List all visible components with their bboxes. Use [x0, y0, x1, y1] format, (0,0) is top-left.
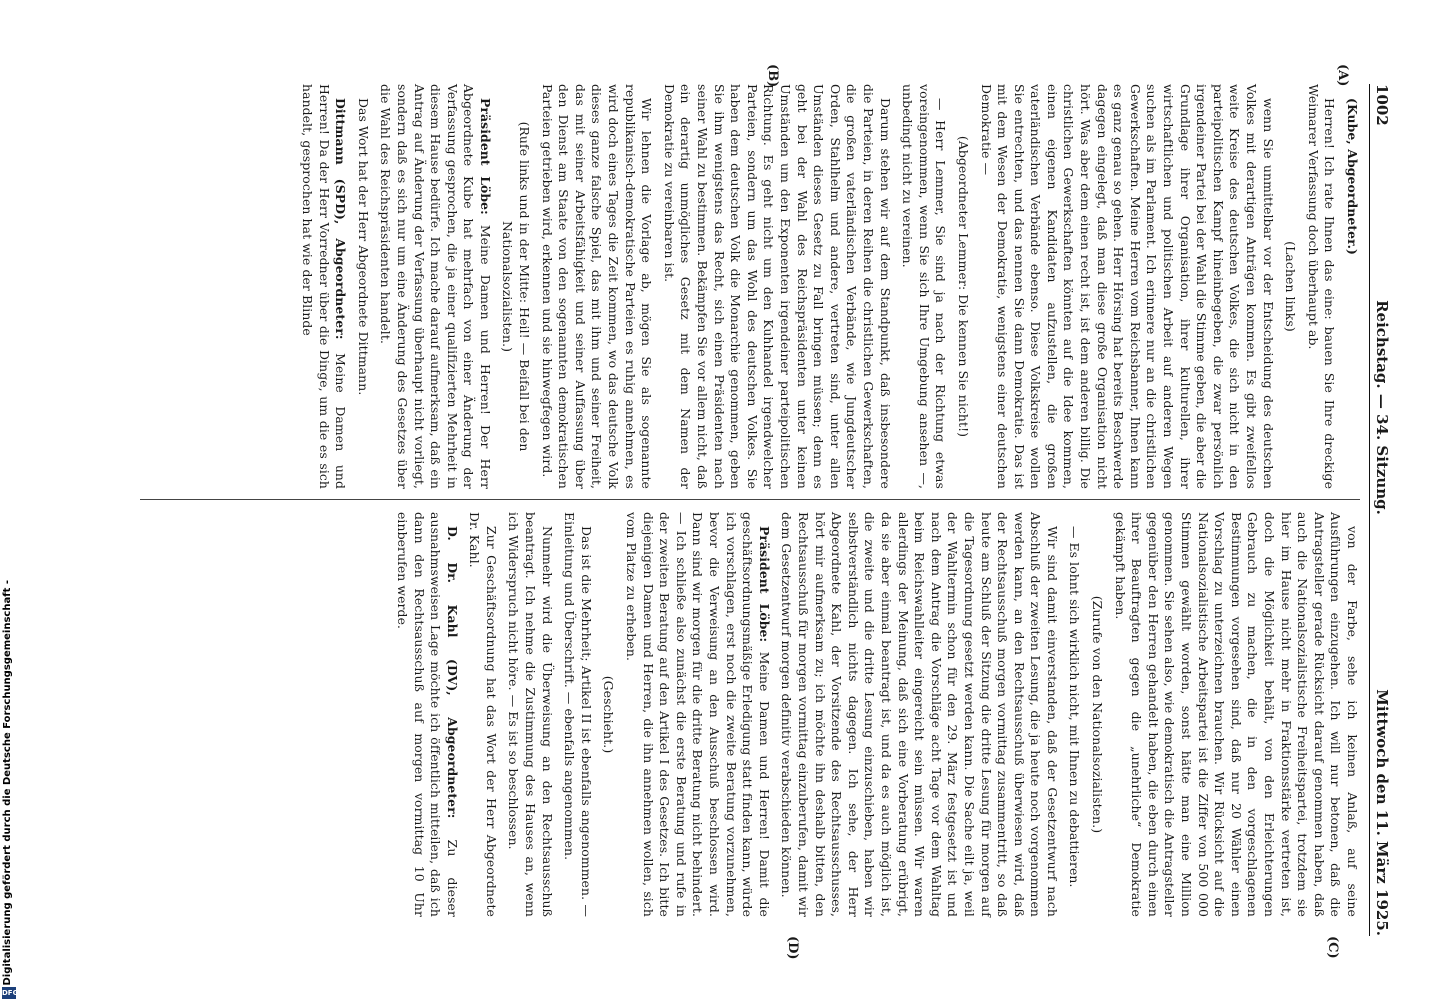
margin-mark-a: (A): [1335, 64, 1350, 87]
column-divider: [140, 499, 1360, 500]
paragraph: [899, 84, 949, 489]
paragraph: [1066, 512, 1083, 917]
paragraph: [354, 84, 371, 489]
margin-mark-c: (C): [1325, 936, 1340, 959]
interjection: (Abgeordneter Lemmer: Die kennen Sie nicht!): [955, 135, 971, 438]
header-date: Mittwoch den 11. März 1925.: [1373, 689, 1391, 936]
digitization-credit-text: Digitalisierung gefördert durch die Deutsche Forschungsgemeinschaft -: [2, 580, 13, 986]
paragraph-text: Das ist die Mehrheit; Artikel II ist ebenfalls angenommen. — Einleitung und Überschrift. — ebenfalls angenommen.: [562, 512, 594, 917]
paragraph: [377, 84, 493, 489]
paragraph-text: von der Farbe, sehe ich keinen Anlaß, auf seine Ausführungen einzugehen. Ich will nur betonen, daß die Antragsteller gerade Rücksicht darauf genommen haben, daß auch die Nationalsozialistische Freiheitspartei, trotzdem sie hier im Hause nicht mehr in Fraktionsstärke vertreten ist, doch die Möglichkeit behält, von den Erleichterungen Gebrauch zu machen, die in den vorgeschlagenen Bestimmungen vorgesehen sind, daß nur 20 Wähler einen Vorschlag zu unterzeichnen brauchen. Wir Rücksicht auf die Nationalsozialistische Arbeitspartei ist die Ziffer von 500 000 Stimmen gewählt worden, sonst hätte man eine Million genommen. Sie sehen also, wie demokratisch die Antragsteller gegenüber den Herren gehandelt haben, die eben durch einen ihrer Beauftragten gegen die „unehrliche“ Demokratie gekämpft haben.: [1112, 512, 1360, 917]
paragraph-text: Meine Damen und Herren! Da der Herr Vorredner über die Dinge, um die es sich handelt, gesprochen hat wie der Blinde: [299, 84, 349, 490]
interjection: (Geschieht.): [601, 675, 617, 754]
paragraph-text: Das Wort hat der Herr Abgeordnete Dittmann.: [355, 98, 371, 396]
paragraph-text: Meine Damen und Herren! Damit die geschäftsordnungsmäßige Erledigung statt finden kann, würde ich vorschlagen, erst noch die zweite Beratung vorzunehmen, bevor die Verweisung an den Ausschuß beschlossen wird. Dann sind wir morgen für die dritte Beratung nicht behindert. — Ich schließe also zunächst die erste Beratung und rufe in der zweiten Beratung auf den Artikel I des Gesetzes. Ich bitte diejenigen Damen und Herren, die ihn annehmen wollen, sich vom Platze zu erheben.: [624, 512, 772, 917]
paragraph: [1343, 84, 1360, 489]
paragraph-text: Zu dieser ausnahmsweisen Lage möchte ich öffentlich mitteilen, daß ich dann den Rechtsausschuß auf morgen vormittag 10 Uhr einberufen werde.: [394, 512, 460, 917]
left-text-column: [292, 84, 1360, 489]
paragraph-text: Darum stehen wir auf dem Standpunkt, daß insbesondere die Parteien, in deren Reihen die christlichen Gewerkschaften, die großen vaterländischen Verbände, wie Jungdeutscher Orden, Stahlhelm und andere, vertreten sind, unter allen Umständen dieses Gesetz zu Fall bringen müssen; denn es geht bei der Wahl des Reichspräsidenten unter keinen Umständen um den Exponenten irgendeiner parteipolitischen Richtung. Es geht nicht um den Kuhhandel irgendwelcher Parteien, sondern um das Wohl des deutschen Volkes. Sie haben dem deutschen Volk die Monarchie genommen, geben Sie ihm wenigstens das Recht, sich einen Präsidenten nach seiner Wahl zu bestimmen. Bekämpfen Sie vor allem nicht, daß ein derartig unmögliches Gesetz mit dem Namen der Demokratie zu vereinbaren ist.: [661, 84, 893, 489]
paragraph: [622, 512, 771, 917]
scanned-page: [100, 60, 1400, 960]
interjection: (Rufe links und in der Mitte: Heil! — Beifall bei den Nationalsozialisten.): [500, 121, 533, 452]
paragraph-text: Wir lehnen die Vorlage ab, mögen Sie als sogenannte republikanisch-demokratische Parteien es ruhig annehmen, es wird doch eines Tages die Zeit kommen, wo das deutsche Volk dieses ganze falsche Spiel, das mit ihm und seiner Freiheit, das mit seiner Arbeitsfähigkeit und seiner Auffassung über den Dienst am Staate von den sogenannten demokratischen Parteien getrieben wird, erkennen und sie hinwegfegen wird.: [539, 84, 655, 489]
paragraph-text: — Herr Lemmer, Sie sind ja nach der Richtung etwas voreingenommen, wenn Sie sich Ihre Umgebung ansehen —, unbedingt nicht zu vereinen.: [900, 84, 949, 489]
paragraph-text: Herren! Ich rate Ihnen das eine: bauen Sie Ihre dreckige Weimarer Verfassung doch überhaupt ab.: [1305, 84, 1338, 489]
paragraph-text: Nunmehr wird die Überweisung an den Rechtsausschuß beantragt. Ich nehme die Zustimmung des Hauses an, wenn ich Widerspruch nicht höre. — Es ist so beschlossen.: [506, 512, 555, 917]
digitization-credit-sidebar: [0, 0, 20, 1000]
paragraph: [1304, 84, 1337, 489]
paragraph: [466, 512, 499, 917]
paragraph-text: Wir sind damit einverstanden, daß der Gesetzentwurf nach Abschluß der zweiten Lesung, die ja heute noch vorgenommen werden kann, an den Rechtsausschuß überwiesen wird, daß der Rechtsausschuß morgen vormittag zusammentritt, so daß heute am Schluß der Sitzung die dritte Lesung für morgen auf die Tagesordnung gesetzt werden kann. Die Sache eilt ja, weil der Wahltermin schon für den 29. März festgesetzt ist und nach dem Antrag die Vorschläge acht Tage vor dem Wahltag beim Reichswahlleiter eingereicht sein müssen. Wir waren allerdings der Meinung, daß sich eine Vorberatung erübrigt, da sie aber einmal beantragt ist, und da es auch möglich ist, die zweite und die dritte Lesung einzuschieben, haben wir selbstverständlich nichts dagegen. Ich sehe, der Herr Abgeordnete Kahl, der Vorsitzende des Rechtsausschusses, hört mir aufmerksam zu; ich möchte ihn deshalb bitten, den Rechtsausschuß für morgen vormittag einzuberufen, damit wir dem Gesetzentwurf morgen definitiv verabschieden können.: [779, 512, 1060, 917]
paragraph-text: Meine Damen und Herren! Der Herr Abgeordnete Kube hat mehrfach von einer Änderung der Verfassung gesprochen, die ja einer qualifizierten Mehrheit in diesem Hause bedürfe. Ich mache darauf aufmerksam, daß ein Antrag auf Änderung der Verfassung überhaupt nicht vorliegt, sondern daß es sich nur um eine Änderung des Gesetzes über die Wahl des Reichspräsidenten handelt.: [378, 84, 493, 490]
paragraph: [538, 84, 654, 489]
paragraph: [298, 84, 348, 489]
paragraph: [561, 512, 594, 917]
paragraph-text: — Es lohnt sich wirklich nicht, mit Ihnen zu debattieren.: [1067, 526, 1083, 888]
paragraph: [660, 84, 892, 489]
header-session: Reichstag. — 34. Sitzung.: [1373, 300, 1391, 515]
right-text-column: [387, 512, 1360, 917]
speaker-name: D. Dr. Kahl (DV), Abgeordneter:: [444, 526, 460, 819]
speaker-name: Präsident Löbe:: [477, 98, 493, 215]
paragraph: [505, 512, 555, 917]
speaker-name: Dittmann (SPD), Abgeordneter:: [333, 98, 349, 340]
paragraph-text: Zur Geschäftsordnung hat das Wort der Herr Abgeordnete Dr. Kahl.: [467, 512, 499, 917]
paragraph: [1111, 512, 1360, 917]
page-header: [1369, 84, 1394, 936]
paragraph: [393, 512, 459, 917]
paragraph: [778, 512, 1060, 917]
page-number: 1002: [1373, 84, 1391, 126]
paragraph: [977, 84, 1276, 489]
interjection: (Lachen links): [1283, 241, 1299, 332]
rotated-page-content: [100, 60, 1400, 960]
interjection: (Zurufe von den Nationalsozialisten.): [1090, 595, 1106, 834]
dfg-logo: DFG: [2, 989, 19, 997]
margin-mark-b: (B): [765, 64, 780, 88]
paragraph-text: wenn Sie unmittelbar vor der Entscheidung des deutschen Volkes mit derartigen Anträgen kommen. Es gibt zweifellos weite Kreise des deutschen Volkes, die sich nicht in den parteipolitischen Kampf hineinbegeben, die zwar persönlich irgendeiner Partei bei der Wahl die Stimme geben, die aber die Grundlage ihrer Organisation, ihrer kulturellen, ihrer wirtschaftlichen und politischen Arbeit auf anderen Wegen suchen als im Parlament. Ich erinnere nur an die christlichen Gewerkschaften. Meine Herren vom Reichsbanner, Ihnen kann es ganz genau so gehen. Herr Hörsing hat bereits Beschwerde dagegen eingelegt, daß man diese große Organisation nicht hört. Was aber dem einen recht ist, ist dem anderen billig. Die christlichen Gewerkschaften könnten auf die Idee kommen, einen eigenen Kandidaten aufzustellen, die großen vaterländischen Verbände ebenso. Diese Volkskreise wollen Sie entrechten, und das nennen Sie dann Demokratie. Das ist mit dem Wesen der Demokratie, wenigstens einer deutschen Demokratie —: [978, 84, 1276, 489]
speaker-name: Präsident Löbe:: [756, 526, 772, 643]
speaker-name: (Kube, Abgeordneter.): [1345, 98, 1360, 255]
margin-mark-d: (D): [785, 936, 800, 960]
